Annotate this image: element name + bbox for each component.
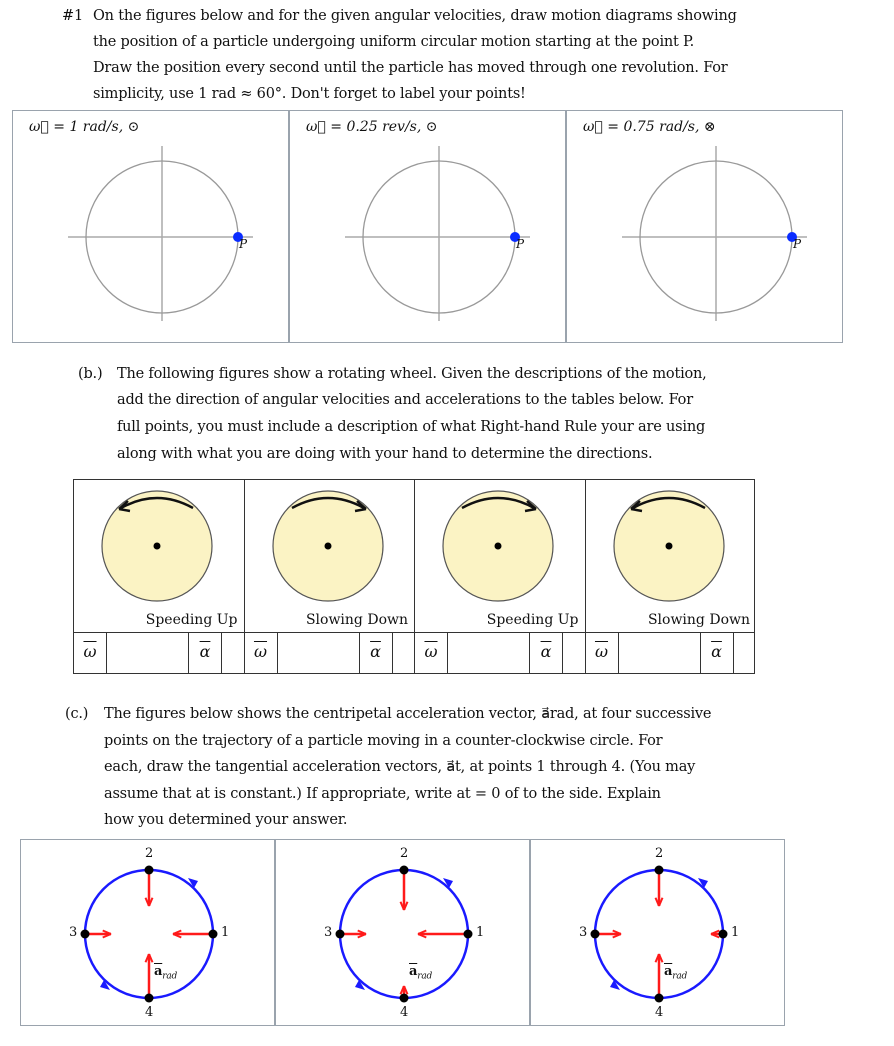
omega-symbol [586,632,619,673]
omega-answer-cell[interactable] [107,632,189,673]
omega-symbol-text: $\overline{\omega}$ [83,642,97,661]
a-rad-label [154,964,177,982]
wheel-diagram [415,480,585,632]
point-p-label: P [239,237,247,251]
omega-answer-cell[interactable] [278,632,360,673]
alpha-answer-cell[interactable] [734,632,757,673]
problem-text-line: Draw the position every second until the particle has moved through one revolution. For [93,60,728,76]
rad-subscript: rad [672,971,688,982]
omega-symbol [74,632,107,673]
wheel-diagram [586,480,756,632]
point-label-3: 3 [69,925,78,940]
alpha-symbol [530,632,563,673]
rad-subscript: rad [417,971,433,982]
wheel-cell [74,480,245,632]
alpha-symbol [189,632,222,673]
point-label-4: 4 [655,1005,664,1020]
point-p-label: P [793,237,801,251]
point-label-2: 2 [655,846,664,861]
alpha-symbol-text: $\overline{\alpha}$ [540,642,552,661]
rad-subscript: rad [162,971,178,982]
part-b-text-line: along with what you are doing with your hand to determine the directions. [117,446,653,462]
alpha-answer-cell[interactable] [393,632,416,673]
wheel-axle [154,543,161,550]
wheel-axle [495,543,502,550]
circle-diagram [13,111,290,344]
part-c-text-line: how you determined your answer. [104,812,348,828]
alpha-answer-cell[interactable] [222,632,245,673]
problem-text-line: the position of a particle undergoing uniform circular motion starting at the point P. [93,34,695,50]
angular-velocity-label: ω⃗ = 0.25 rev/s, ⊙ [306,119,438,135]
part-c-tag: (c.) [65,706,89,722]
circle-trajectory-diagram [531,840,786,1027]
omega-symbol [415,632,448,673]
point-label-1: 1 [731,925,740,940]
point-label-1: 1 [221,925,230,940]
part-c-text-line: points on the trajectory of a particle moving in a counter-clockwise circle. For [104,733,663,749]
omega-symbol-text: $\overline{\omega}$ [424,642,438,661]
trajectory-point [81,930,90,939]
trajectory-point [591,930,600,939]
angular-velocity-label: ω⃗ = 0.75 rad/s, ⊗ [583,119,716,135]
trajectory-point [719,930,728,939]
wheel-diagram [74,480,244,632]
motion-description: Slowing Down [305,612,408,628]
motion-description: Speeding Up [145,612,238,628]
omega-symbol-text: $\overline{\omega}$ [253,642,268,661]
trajectory-point [145,866,154,875]
trajectory-point [145,994,154,1003]
a-vector-symbol: $\overline{a}$ [154,964,163,979]
part-c-text-line: each, draw the tangential acceleration vectors, a⃗t, at points 1 through 4. (You may [104,759,696,775]
alpha-symbol-text: $\overline{\alpha}$ [199,642,211,661]
trajectory-point [209,930,218,939]
problem-text-line: On the figures below and for the given angular velocities, draw motion diagrams showing [93,8,737,24]
motion-panel[interactable] [289,110,566,343]
circle-diagram [567,111,844,344]
omega-symbol-text: $\overline{\omega}$ [594,642,609,661]
circle-trajectory-diagram [21,840,276,1027]
wheel-cell [415,480,586,632]
wheel-axle [665,543,672,550]
wheel-cell [245,480,416,632]
point-p-label: P [516,237,524,251]
a-rad-label [409,964,432,982]
alpha-answer-cell[interactable] [563,632,586,673]
wheel-cell [586,480,757,632]
part-b-text-line: The following figures show a rotating wheel. Given the descriptions of the motion, [117,366,707,382]
alpha-symbol-text: $\overline{\alpha}$ [711,642,722,661]
acceleration-panel[interactable] [20,839,275,1026]
wheel-axle [324,543,331,550]
motion-panel[interactable] [566,110,843,343]
a-vector-symbol: $\overline{a}$ [409,964,418,979]
table-divider [74,632,754,633]
trajectory-point [655,994,664,1003]
part-c-text-line: The figures below shows the centripetal acceleration vector, a⃗rad, at four successive [104,706,712,722]
point-label-3: 3 [324,925,333,940]
acceleration-panel[interactable] [530,839,785,1026]
trajectory-point [464,930,473,939]
alpha-symbol [701,632,734,673]
part-b-text-line: add the direction of angular velocities and accelerations to the tables below. For [117,392,693,408]
part-b-text-line: full points, you must include a description of what Right-hand Rule your are using [117,419,706,435]
trajectory-point [400,866,409,875]
acceleration-panel[interactable] [275,839,530,1026]
part-c-text-line: assume that at is constant.) If appropriate, write at = 0 of to the side. Explain [104,786,661,802]
omega-answer-cell[interactable] [619,632,701,673]
motion-description: Slowing Down [647,612,750,628]
part-b-tag: (b.) [78,366,103,382]
wheel-diagram [245,480,415,632]
motion-panel[interactable] [12,110,289,343]
point-label-4: 4 [400,1005,409,1020]
point-label-1: 1 [476,925,485,940]
point-label-4: 4 [145,1005,154,1020]
alpha-symbol-text: $\overline{\alpha}$ [370,642,381,661]
point-label-2: 2 [145,846,154,861]
problem-number: #1 [62,8,83,24]
trajectory-point [336,930,345,939]
a-rad-label [664,964,687,982]
circle-trajectory-diagram [276,840,531,1027]
trajectory-point [400,994,409,1003]
alpha-symbol [360,632,393,673]
circle-diagram [290,111,567,344]
point-label-3: 3 [579,925,588,940]
trajectory-point [655,866,664,875]
wheel-table [73,479,755,674]
motion-description: Speeding Up [486,612,579,628]
angular-velocity-label: ω⃗ = 1 rad/s, ⊙ [29,119,140,135]
a-vector-symbol: $\overline{a}$ [664,964,673,979]
problem-text-line: simplicity, use 1 rad ≈ 60°. Don't forget to label your points! [93,86,526,102]
point-label-2: 2 [400,846,409,861]
omega-answer-cell[interactable] [448,632,530,673]
omega-symbol [245,632,278,673]
